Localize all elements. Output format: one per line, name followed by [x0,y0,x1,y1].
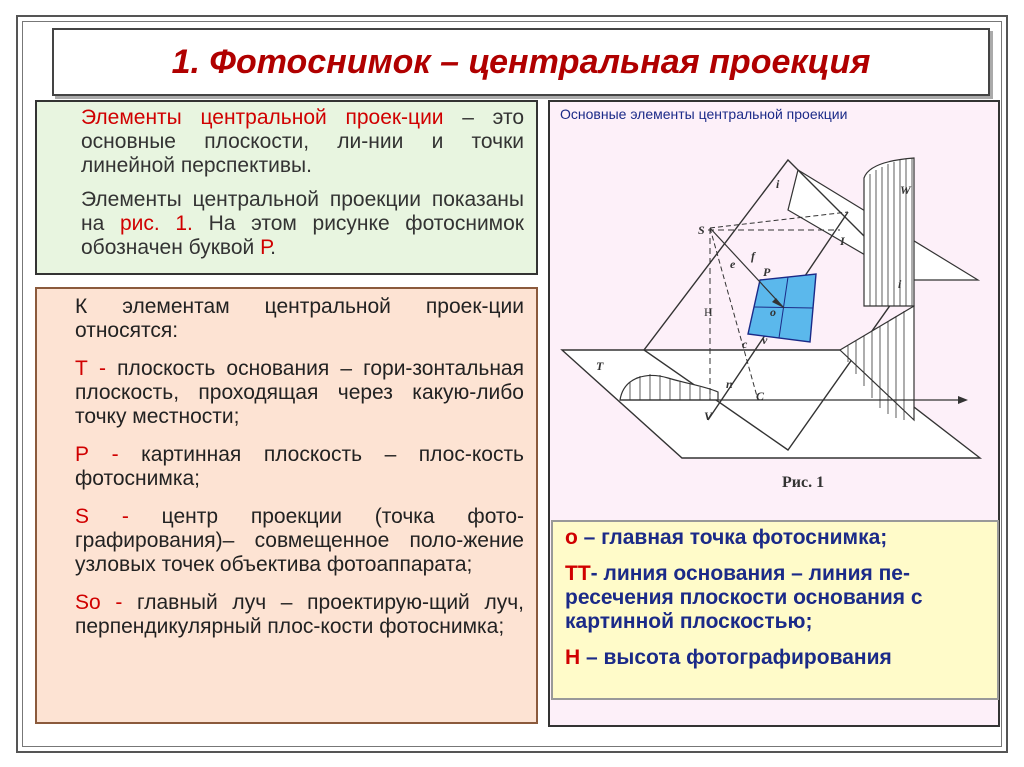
element-text: главный луч – проектирую-щий луч, перпендикулярный плос-кости фотоснимка; [75,591,524,638]
label-n: n [726,377,733,391]
definition-paragraph-1 [81,106,524,178]
element-sep: - [89,443,142,466]
note-key: о [565,526,578,549]
label-i-top: i [776,177,780,191]
figure-title: Основные элементы центральной проекции [560,106,848,122]
definition-box [35,100,538,275]
figure-reference: рис. 1. [119,212,193,235]
ground-plane-t [562,350,980,458]
label-o: o [770,305,776,319]
page-title: 1. Фотоснимок – центральная проекция [171,42,871,81]
element-item [75,357,524,429]
label-t: T [596,359,604,373]
notes-box [551,520,999,700]
note-key: Н [565,646,581,669]
definition-term: Элементы центральной проек-ции [81,106,444,129]
definition-paragraph-2 [81,188,524,260]
photo-letter: Р [260,236,271,259]
label-i-right: i [898,277,902,291]
label-h: H [704,305,713,319]
label-p: P [763,265,771,279]
label-i-upper: I [840,234,845,248]
element-text: картинная плоскость – плос-кость фотоснимка; [75,443,524,490]
note-item [565,526,987,550]
central-projection-diagram [548,130,1000,470]
note-key: ТТ [565,562,591,585]
label-w: W [900,183,911,197]
label-e: e [730,257,736,271]
element-item [75,591,524,639]
element-item [75,443,524,491]
label-s: S [698,223,705,237]
element-key: Р [75,443,90,466]
label-f: f [751,249,755,263]
element-item [75,505,524,577]
element-key: So [75,591,101,614]
note-text: – главная точка фотоснимка; [577,526,888,549]
element-text: центр проекции (точка фото-графирования)– совмещенное поло-жение узловых точек объектива фотоаппарата; [75,505,524,576]
definition-text-b: На этом рисунке фотоснимок обозначен буквой [81,212,524,259]
label-c-capital: C [756,389,765,403]
element-text: плоскость основания – гори-зонтальная плоскость, проходящая через какую-либо точку местности; [75,357,524,428]
note-text: - линия основания – линия пе-ресечения плоскости основания с картинной плоскостью; [565,562,923,633]
figure-caption: Рис. 1 [782,474,825,491]
definition-text: – это основные плоскости, ли-нии и точки линейной перспективы. [81,106,524,177]
label-v: v [762,333,768,347]
title-box [52,28,990,96]
note-item [565,562,987,634]
definition-text-a: Элементы центральной проекции показаны на [81,188,524,235]
definition-text-end: . [270,236,276,259]
note-item [565,646,987,670]
note-text: – высота фотографирования [580,646,892,669]
axis-arrow [958,396,968,404]
elements-intro: К элементам центральной проек-ции относятся: [75,295,524,342]
element-key: Т [75,357,88,380]
label-c: c [742,337,748,351]
element-sep: - [87,357,118,380]
elements-list-box [35,287,538,724]
element-key: S [75,505,90,528]
vertical-plane-w [864,158,914,306]
element-sep: - [100,591,138,614]
element-sep: - [89,505,162,528]
label-v-capital: V [704,409,713,423]
